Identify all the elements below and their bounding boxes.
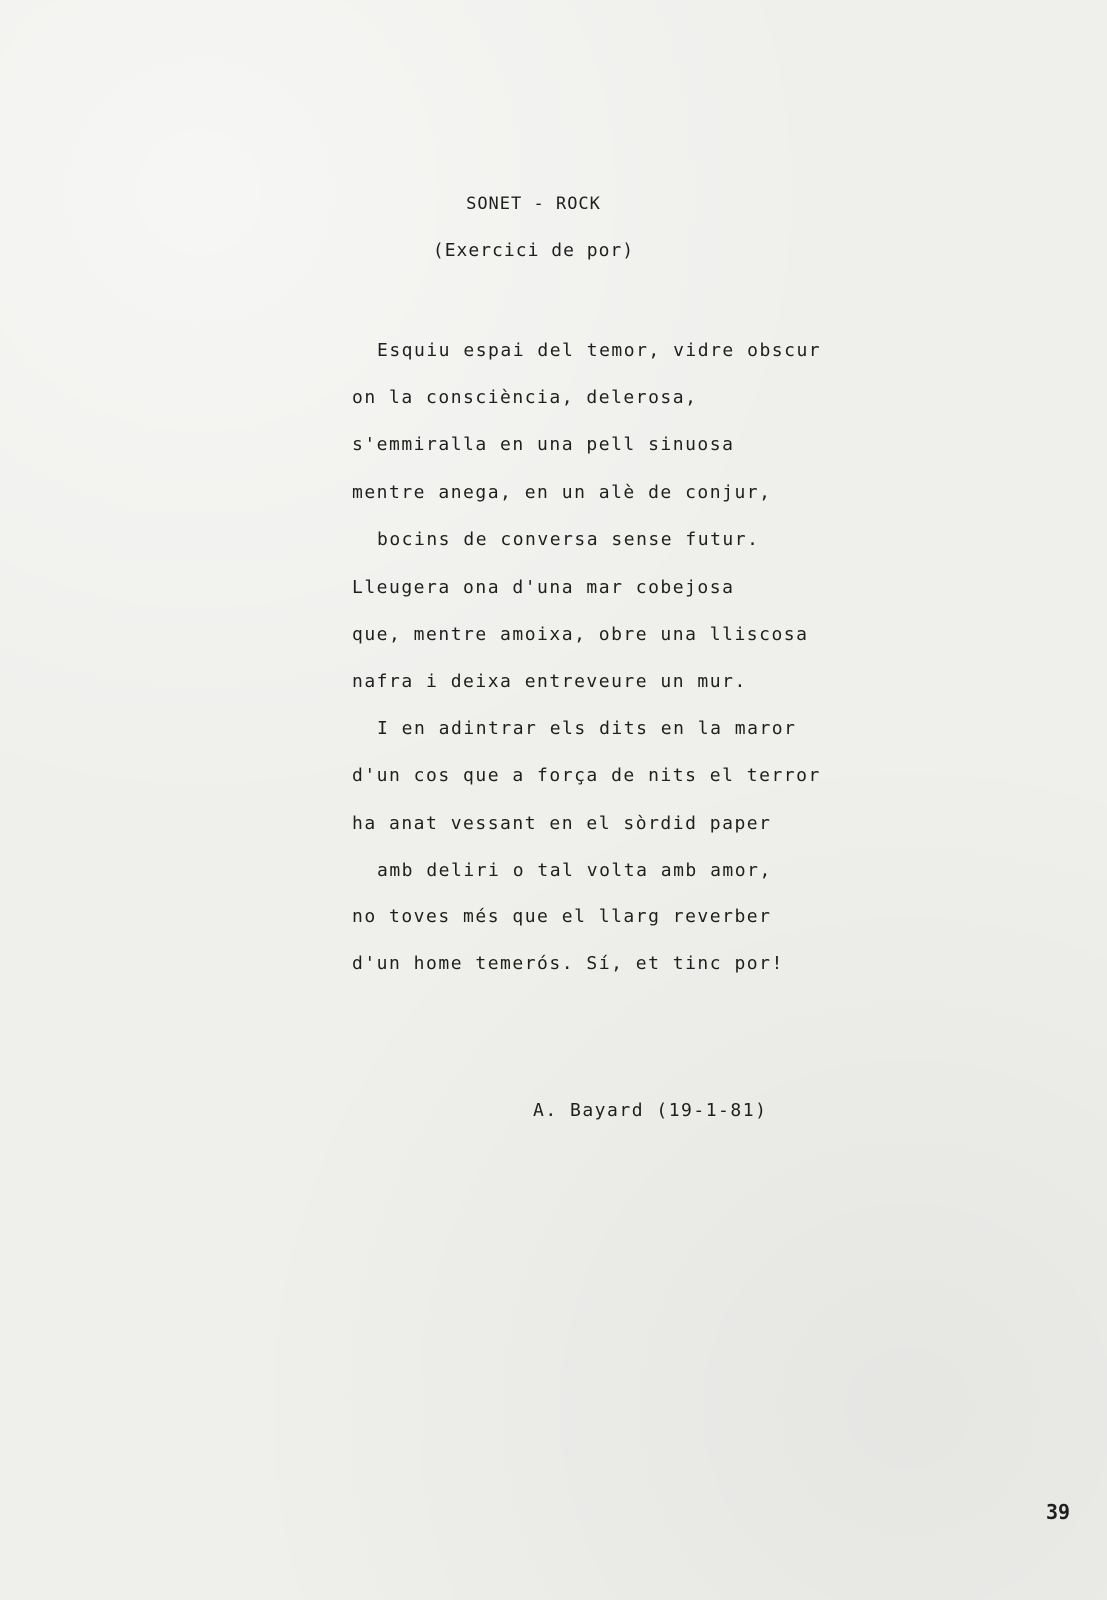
poem-line: amb deliri o tal volta amb amor, bbox=[377, 860, 772, 881]
poem-line: mentre anega, en un alè de conjur, bbox=[352, 482, 772, 503]
poem-line: Esquiu espai del temor, vidre obscur bbox=[377, 340, 822, 361]
poem-line: I en adintrar els dits en la maror bbox=[377, 718, 797, 739]
poem-line: ha anat vessant en el sòrdid paper bbox=[352, 813, 772, 834]
poem-line: que, mentre amoixa, obre una lliscosa bbox=[352, 624, 809, 645]
poem-subtitle: (Exercici de por) bbox=[432, 240, 635, 261]
poem-line: d'un cos que a força de nits el terror bbox=[352, 765, 821, 786]
poem-line: s'emmiralla en una pell sinuosa bbox=[352, 434, 735, 455]
poem-line: bocins de conversa sense futur. bbox=[377, 529, 760, 550]
poem-line: nafra i deixa entreveure un mur. bbox=[352, 671, 747, 692]
poem-line: no toves més que el llarg reverber bbox=[352, 906, 772, 927]
poem-title: SONET - ROCK bbox=[466, 194, 601, 214]
author-signature: A. Bayard (19-1-81) bbox=[533, 1100, 768, 1121]
poem-line: on la consciència, delerosa, bbox=[352, 387, 698, 408]
poem-line: d'un home temerós. Sí, et tinc por! bbox=[352, 953, 784, 974]
page-number: 39 bbox=[1046, 1500, 1071, 1524]
poem-line: Lleugera ona d'una mar cobejosa bbox=[352, 577, 735, 598]
